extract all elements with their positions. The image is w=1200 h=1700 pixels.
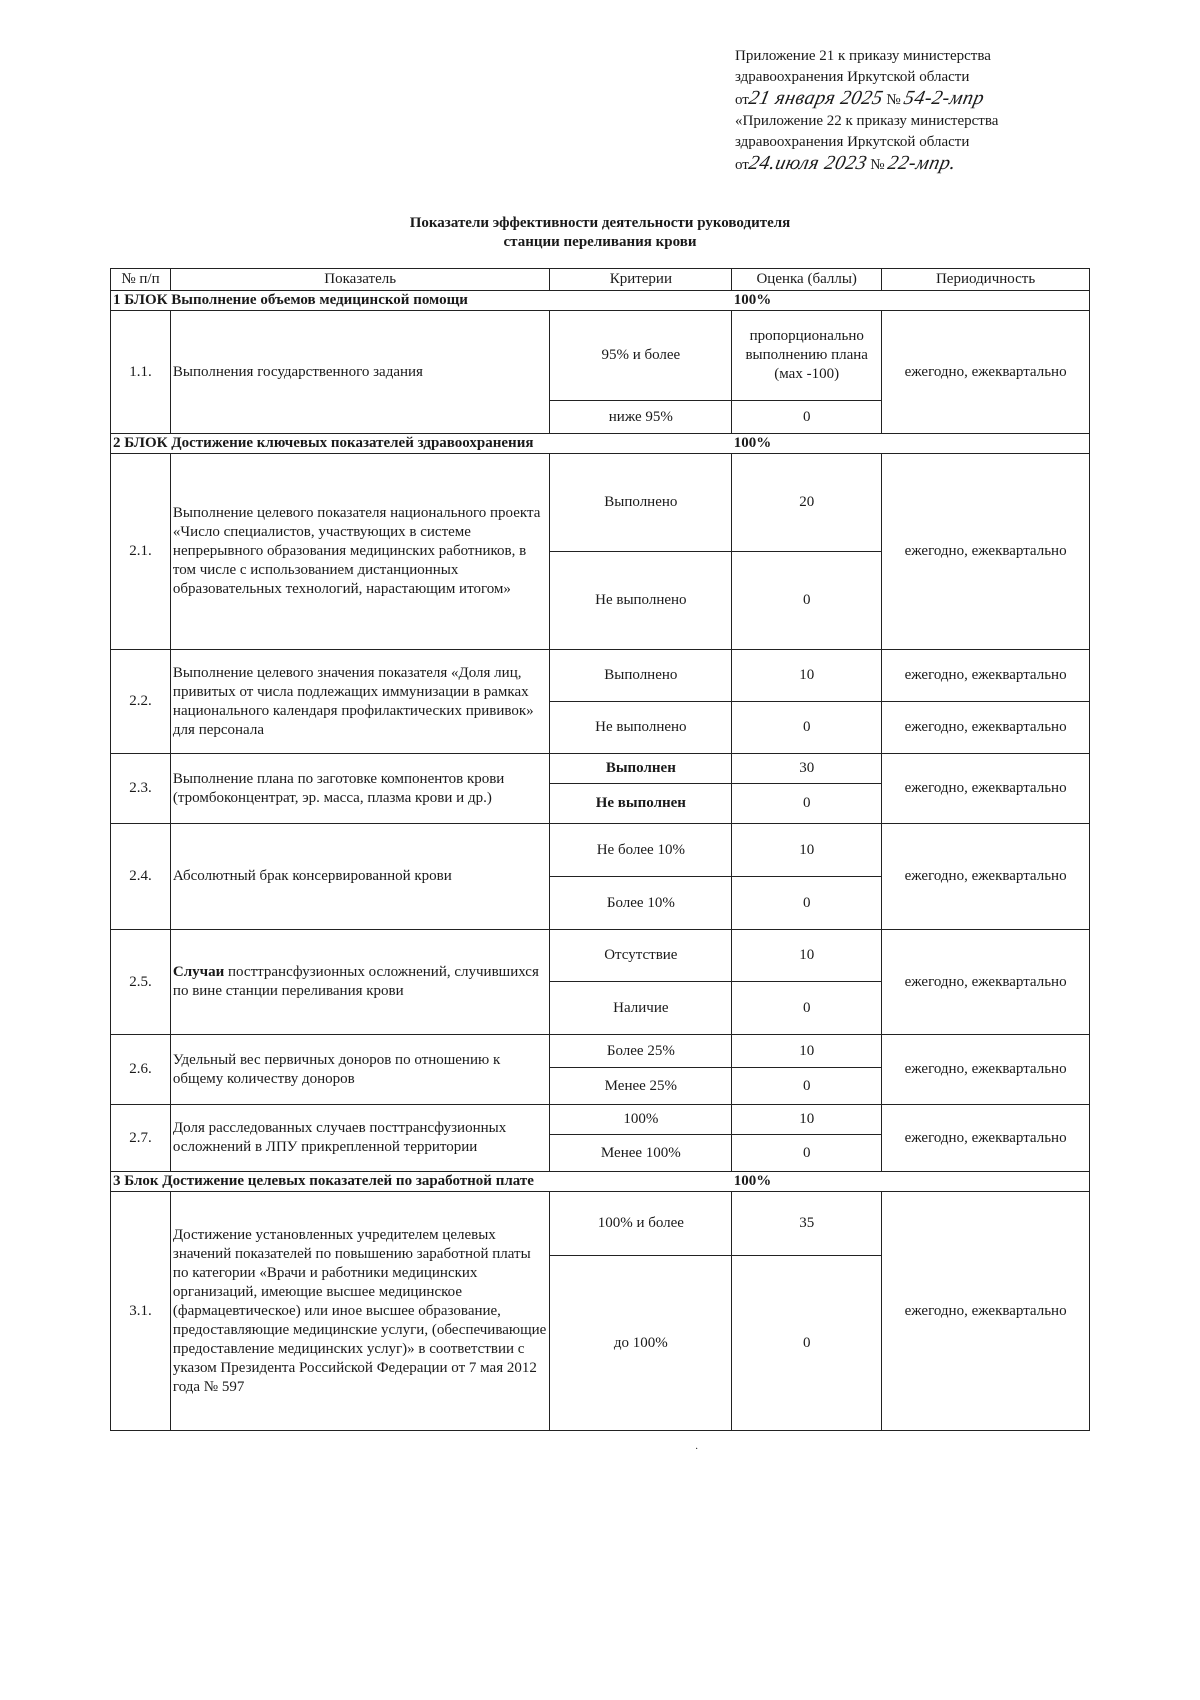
criteria-cell: Не выполнен — [550, 784, 732, 824]
header-number-sign: № — [886, 92, 901, 108]
indicator-text — [170, 930, 550, 1035]
order-reference-header — [735, 46, 1075, 176]
periodicity-cell: ежегодно, ежеквартально — [882, 311, 1090, 434]
header-num: № п/п — [111, 269, 171, 291]
table-row — [111, 311, 1090, 401]
row-number: 2.5. — [111, 930, 171, 1035]
block-2-percent: 100% — [732, 434, 1090, 454]
score-cell: 0 — [732, 877, 882, 930]
block-3-row — [111, 1172, 1090, 1192]
criteria-cell: Не выполнено — [550, 702, 732, 754]
periodicity-cell: ежегодно, ежеквартально — [882, 1035, 1090, 1105]
header-periodicity: Периодичность — [882, 269, 1090, 291]
header-criteria: Критерии — [550, 269, 732, 291]
periodicity-cell: ежегодно, ежеквартально — [882, 650, 1090, 702]
block-1-percent: 100% — [732, 291, 1090, 311]
row-number: 2.7. — [111, 1105, 171, 1172]
criteria-cell: Более 10% — [550, 877, 732, 930]
row-number: 2.4. — [111, 824, 171, 930]
periodicity-cell: ежегодно, ежеквартально — [882, 754, 1090, 824]
criteria-cell: Выполнено — [550, 650, 732, 702]
criteria-cell: Отсутствие — [550, 930, 732, 982]
table-header-row — [111, 269, 1090, 291]
criteria-cell: Наличие — [550, 982, 732, 1035]
row-number: 2.3. — [111, 754, 171, 824]
periodicity-cell: ежегодно, ежеквартально — [882, 824, 1090, 930]
header-date-prefix-2: от — [735, 157, 749, 173]
row-number: 3.1. — [111, 1192, 171, 1431]
header-line-1: Приложение 21 к приказу министерства — [735, 48, 991, 64]
criteria-cell: Менее 25% — [550, 1068, 732, 1105]
block-3-percent: 100% — [732, 1172, 1090, 1192]
score-cell: 0 — [732, 982, 882, 1035]
table-row — [111, 754, 1090, 784]
score-cell: 10 — [732, 650, 882, 702]
score-cell: 30 — [732, 754, 882, 784]
criteria-cell: 100% и более — [550, 1192, 732, 1256]
indicator-text-rest: посттрансфузионных осложнений, случившихся по вине станции переливания крови — [172, 964, 539, 999]
indicator-text: Доля расследованных случаев посттрансфузионных осложнений в ЛПУ прикрепленной территории — [170, 1105, 550, 1172]
handwritten-number-2: 22-мпр. — [886, 152, 959, 174]
indicator-text: Абсолютный брак консервированной крови — [170, 824, 550, 930]
criteria-cell: Более 25% — [550, 1035, 732, 1068]
header-indicator: Показатель — [170, 269, 550, 291]
table-row — [111, 1105, 1090, 1135]
criteria-cell: Не выполнено — [550, 552, 732, 650]
handwritten-number: 54-2-мпр — [902, 87, 988, 109]
score-cell: 0 — [732, 702, 882, 754]
block-1-label: 1 БЛОК Выполнение объемов медицинской помощи — [111, 291, 732, 311]
score-cell: 10 — [732, 1105, 882, 1135]
score-cell: 0 — [732, 552, 882, 650]
row-number: 1.1. — [111, 311, 171, 434]
periodicity-cell: ежегодно, ежеквартально — [882, 1105, 1090, 1172]
header-line-6 — [735, 153, 1075, 176]
criteria-cell: Менее 100% — [550, 1135, 732, 1172]
header-line-4: «Приложение 22 к приказу министерства — [735, 113, 999, 129]
criteria-cell: 95% и более — [550, 311, 732, 401]
score-cell: 10 — [732, 1035, 882, 1068]
indicator-text: Достижение установленных учредителем целевых значений показателей по повышению заработной платы по категории «Врачи и работники медицинских организаций, имеющие высшее медицинское (фармацевтическое) или иное высшее образование, предоставляющие медицинские услуги, (обеспечивающие предоставление медицинских услуг)» в соответствии с указом Президента Российской Федерации от 7 мая 2012 года № 597 — [170, 1192, 550, 1431]
header-date-prefix: от — [735, 92, 749, 108]
block-2-label: 2 БЛОК Достижение ключевых показателей здравоохранения — [111, 434, 732, 454]
criteria-cell: до 100% — [550, 1256, 732, 1431]
handwritten-date: 21 января 2025 — [746, 87, 886, 109]
table-row — [111, 650, 1090, 702]
criteria-cell: Выполнено — [550, 454, 732, 552]
block-1-row — [111, 291, 1090, 311]
criteria-cell: Не более 10% — [550, 824, 732, 877]
indicator-text: Выполнение целевого значения показателя «Доля лиц, привитых от числа подлежащих иммунизации в рамках национального календаря профилактических прививок» для персонала — [170, 650, 550, 754]
score-cell: 0 — [732, 784, 882, 824]
score-cell: 20 — [732, 454, 882, 552]
periodicity-cell: ежегодно, ежеквартально — [882, 454, 1090, 650]
score-cell: 0 — [732, 1135, 882, 1172]
table-row — [111, 930, 1090, 982]
score-cell: пропорционально выполнению плана (мах -100) — [732, 311, 882, 401]
periodicity-cell: ежегодно, ежеквартально — [882, 702, 1090, 754]
header-number-sign-2: № — [870, 157, 885, 173]
indicators-table — [110, 268, 1090, 1431]
criteria-cell: 100% — [550, 1105, 732, 1135]
criteria-cell: ниже 95% — [550, 401, 732, 434]
periodicity-cell: ежегодно, ежеквартально — [882, 1192, 1090, 1431]
row-number: 2.6. — [111, 1035, 171, 1105]
score-cell: 0 — [732, 401, 882, 434]
score-cell: 10 — [732, 824, 882, 877]
periodicity-cell: ежегодно, ежеквартально — [882, 930, 1090, 1035]
table-row — [111, 454, 1090, 552]
header-line-5: здравоохранения Иркутской области — [735, 134, 970, 150]
indicator-text: Выполнение целевого показателя национального проекта «Число специалистов, участвующих в системе непрерывного образования медицинских работников, в том числе с использованием дистанционных образовательных технологий, нарастающим итогом» — [170, 454, 550, 650]
indicator-text: Выполнение плана по заготовке компонентов крови (тромбоконцентрат, эр. масса, плазма крови и др.) — [170, 754, 550, 824]
title-line-1: Показатели эффективности деятельности руководителя — [409, 215, 791, 231]
score-cell: 35 — [732, 1192, 882, 1256]
indicator-bold-word: Случаи — [172, 964, 225, 980]
indicator-text: Выполнения государственного задания — [170, 311, 550, 434]
criteria-cell: Выполнен — [550, 754, 732, 784]
handwritten-date-2: 24.июля 2023 — [746, 152, 869, 174]
row-number: 2.1. — [111, 454, 171, 650]
document-title — [0, 214, 1200, 252]
header-score: Оценка (баллы) — [732, 269, 882, 291]
score-cell: 10 — [732, 930, 882, 982]
row-number: 2.2. — [111, 650, 171, 754]
scan-speck: · — [695, 1444, 699, 1455]
block-3-label: 3 Блок Достижение целевых показателей по заработной плате — [111, 1172, 732, 1192]
block-2-row — [111, 434, 1090, 454]
indicator-text: Удельный вес первичных доноров по отношению к общему количеству доноров — [170, 1035, 550, 1105]
table-row — [111, 1035, 1090, 1068]
table-row — [111, 824, 1090, 877]
header-line-3 — [735, 88, 1075, 111]
title-line-2: станции переливания крови — [503, 234, 697, 250]
header-line-2: здравоохранения Иркутской области — [735, 69, 970, 85]
table-row — [111, 1192, 1090, 1256]
score-cell: 0 — [732, 1068, 882, 1105]
score-cell: 0 — [732, 1256, 882, 1431]
